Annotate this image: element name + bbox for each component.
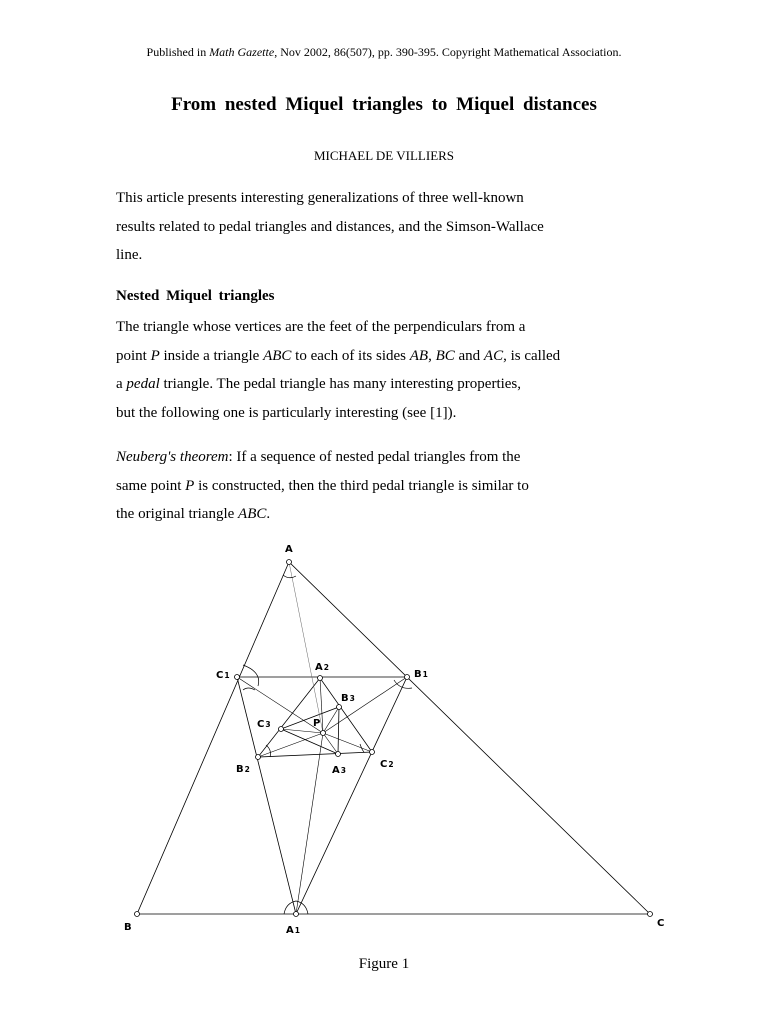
label-b: B	[124, 922, 132, 933]
point-c2	[370, 750, 375, 755]
perp-p-c3	[281, 729, 323, 733]
label-c3: C3	[257, 719, 271, 730]
label-c2: C2	[380, 759, 394, 770]
angle-arc-b2	[266, 745, 271, 757]
label-a1: A1	[286, 925, 300, 936]
pub-suffix: , Nov 2002, 86(507), pp. 390-395. Copyright Mathematical Association.	[274, 45, 622, 59]
label-b3: B3	[341, 693, 355, 704]
label-c: C	[657, 918, 665, 929]
angle-arc-a	[283, 575, 296, 578]
point-b1	[405, 675, 410, 680]
intro-line-1: This article presents interesting generalizations of three well-known	[116, 190, 524, 206]
perp-p-c2	[323, 733, 372, 752]
theorem-line-1: Neuberg's theorem: If a sequence of nested pedal triangles from the	[116, 449, 521, 465]
author-name: MICHAEL DE VILLIERS	[313, 148, 455, 163]
label-c1: C1	[216, 670, 230, 681]
perp-p-b1	[323, 677, 407, 733]
perp-p-b3	[323, 707, 339, 733]
point-c3	[279, 727, 284, 732]
point-a2	[318, 676, 323, 681]
point-p	[321, 731, 326, 736]
point-a1	[294, 912, 299, 917]
intro-line-3: line.	[116, 247, 143, 263]
point-b2	[256, 755, 261, 760]
paper-title: From nested Miquel triangles to Miquel distances	[171, 94, 597, 115]
pub-prefix: Published in	[146, 45, 210, 59]
pedal-line-1: The triangle whose vertices are the feet of the perpendiculars from a	[116, 319, 526, 335]
pedal-line-2: point P inside a triangle ABC to each of its sides AB, BC and AC, is called	[116, 347, 561, 364]
point-b	[135, 912, 140, 917]
theorem-name: Neuberg's theorem	[116, 449, 229, 465]
pedal-triangle-3	[281, 707, 339, 754]
theorem-line-3: the original triangle ABC.	[116, 506, 271, 522]
journal-name: Math Gazette	[209, 45, 275, 59]
point-b3	[337, 705, 342, 710]
section-heading: Nested Miquel triangles	[116, 288, 275, 304]
perp-p-a1	[296, 733, 323, 914]
figure-caption: Figure 1	[358, 956, 410, 972]
point-a3	[336, 752, 341, 757]
point-c1	[235, 675, 240, 680]
label-b2: B2	[236, 764, 250, 775]
pedal-line-4: but the following one is particularly interesting (see [1]).	[116, 404, 457, 421]
label-p: P	[313, 718, 321, 729]
label-a2: A2	[315, 662, 329, 673]
label-a3: A3	[332, 765, 346, 776]
label-b1: B1	[414, 669, 428, 680]
point-c	[648, 912, 653, 917]
line-a-p	[289, 562, 323, 733]
point-a	[287, 560, 292, 565]
theorem-line-2: same point P is constructed, then the third pedal triangle is similar to	[116, 477, 529, 494]
pedal-line-3: a pedal triangle. The pedal triangle has many interesting properties,	[116, 376, 522, 392]
intro-line-2: results related to pedal triangles and distances, and the Simson-Wallace	[116, 218, 544, 235]
label-a: A	[285, 544, 293, 555]
triangle-abc	[137, 562, 650, 914]
perp-p-c1	[237, 677, 323, 733]
